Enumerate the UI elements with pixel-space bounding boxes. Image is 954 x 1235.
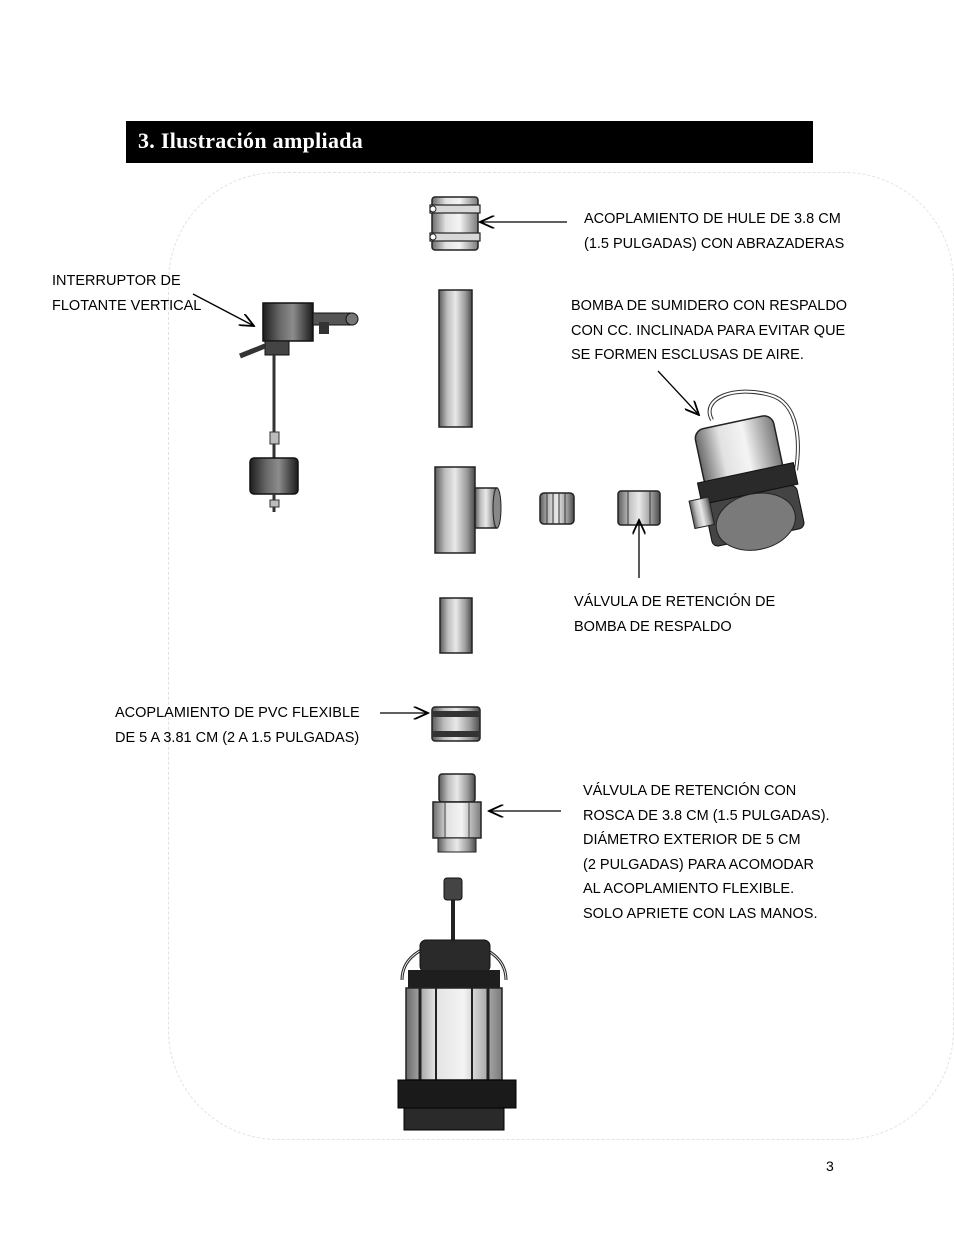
tee-fitting-drawing (435, 467, 501, 553)
callout-line: AL ACOPLAMIENTO FLEXIBLE. (583, 881, 795, 897)
callout-line: CON CC. INCLINADA PARA EVITAR QUE (571, 322, 846, 339)
callout-float-switch (52, 269, 201, 318)
backup-dc-pump-drawing (675, 392, 810, 562)
vertical-float-switch-drawing (240, 303, 358, 512)
callout-line: DIÁMETRO EXTERIOR DE 5 CM (583, 832, 801, 848)
callout-line: (2 PULGADAS) PARA ACOMODAR (583, 856, 814, 873)
callout-backup-pump (571, 294, 847, 368)
callout-line: VÁLVULA DE RETENCIÓN DE (574, 594, 776, 610)
callout-rubber-coupling (584, 207, 844, 256)
callout-backup-check-valve (574, 590, 775, 639)
callout-line: BOMBA DE SUMIDERO CON RESPALDO (571, 298, 848, 314)
callout-line: ROSCA DE 3.8 CM (1.5 PULGADAS). (583, 807, 830, 824)
callout-line: (1.5 PULGADAS) CON ABRAZADERAS (584, 235, 845, 252)
callout-line: VÁLVULA DE RETENCIÓN CON (583, 783, 797, 799)
callout-threaded-check-valve (583, 779, 830, 926)
page-number: 3 (826, 1158, 834, 1174)
callout-line: FLOTANTE VERTICAL (52, 297, 202, 314)
callout-line: ACOPLAMIENTO DE HULE DE 3.8 CM (584, 211, 841, 227)
callout-line: INTERRUPTOR DE (52, 273, 181, 289)
short-pipe-drawing (440, 598, 472, 653)
callout-line: SE FORMEN ESCLUSAS DE AIRE. (571, 347, 804, 363)
threaded-check-valve-drawing (433, 774, 481, 852)
section-title: 3. Ilustración ampliada (138, 128, 364, 153)
callout-line: BOMBA DE RESPALDO (574, 618, 732, 635)
primary-pump-drawing (398, 878, 516, 1130)
backup-check-valve-drawing (618, 491, 660, 525)
rubber-coupling-drawing (430, 197, 480, 250)
callout-line: SOLO APRIETE CON LAS MANOS. (583, 905, 818, 922)
pvc-coupling-drawing (432, 707, 480, 741)
threaded-nipple-drawing (540, 493, 574, 524)
callout-line: ACOPLAMIENTO DE PVC FLEXIBLE (115, 705, 360, 721)
callout-pvc-coupling (115, 701, 360, 750)
long-pipe-drawing (439, 290, 472, 427)
callout-line: DE 5 A 3.81 CM (2 A 1.5 PULGADAS) (115, 729, 360, 746)
